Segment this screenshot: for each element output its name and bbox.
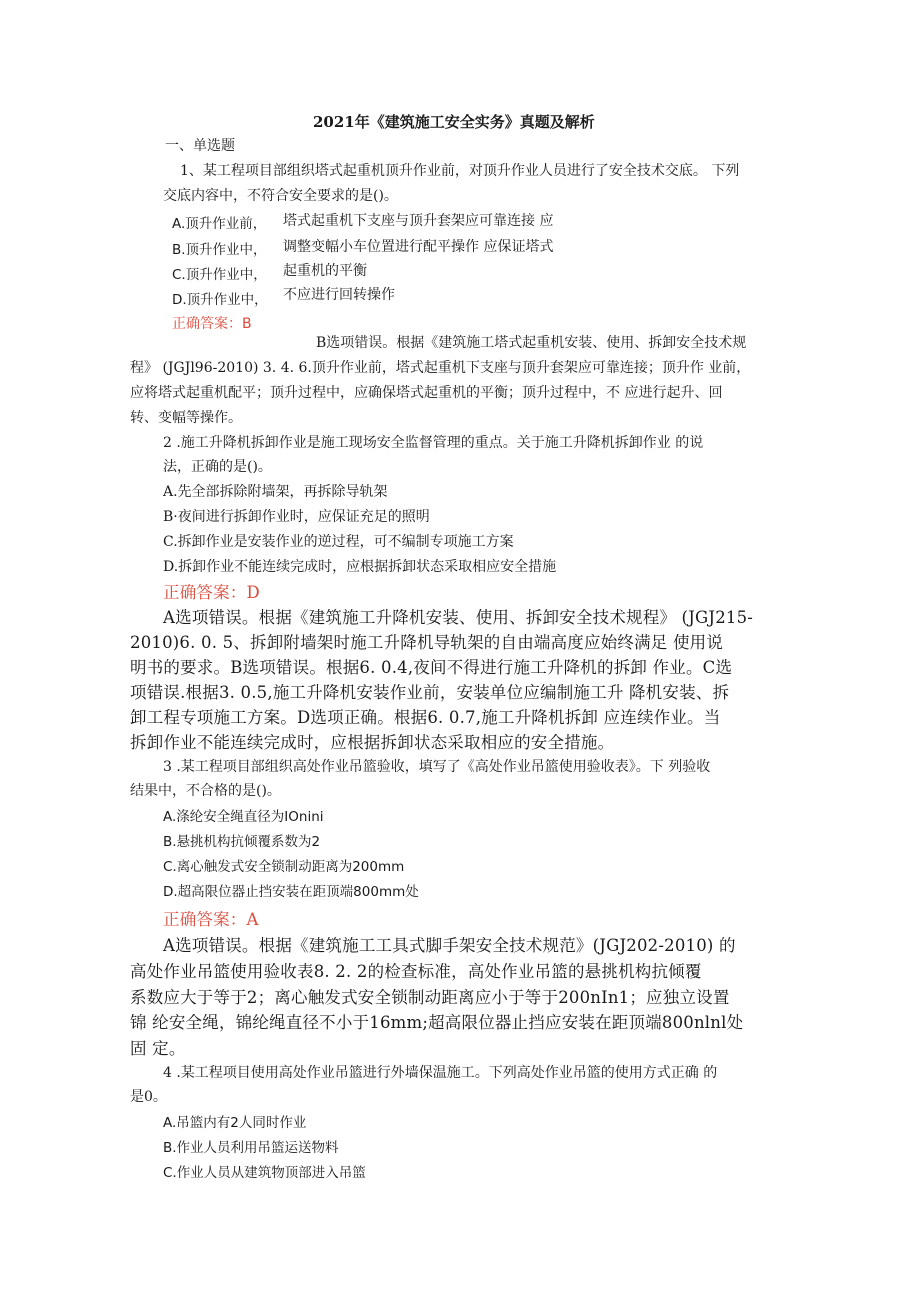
q1-stem-line1: 1、某工程项目部组织塔式起重机顶升作业前，对顶升作业人员进行了安全技术交底。 下列 xyxy=(180,163,740,179)
q2-option-c: C.拆卸作业是安装作业的逆过程，可不编制专项施工方案 xyxy=(163,534,514,550)
q4-stem-line1: 4 .某工程项目使用高处作业吊篮进行外墙保温施工。下列高处作业吊篮的使用方式正确 的 xyxy=(163,1065,718,1081)
q2-explanation-line1: A选项错误。根据《建筑施工升降机安装、使用、拆卸安全技术规程》 (JGJ215- xyxy=(163,608,754,627)
q2-explanation-line3: 明书的要求。B选项错误。根据6. 0.4,夜间不得进行施工升降机的拆卸 作业。C选 xyxy=(130,658,733,677)
q4-stem-line2: 是0。 xyxy=(130,1089,167,1105)
q2-option-d: D.拆卸作业不能连续完成时，应根据拆卸状态采取相应安全措施 xyxy=(163,559,557,575)
q1-option-b: B.顶升作业中， xyxy=(172,242,267,258)
q3-explanation-line1: A选项错误。根据《建筑施工工具式脚手架安全技术规范》(JGJ202-2010) 的 xyxy=(163,936,736,955)
q1-option-text-col2: 调整变幅小车位置进行配平操作 应保证塔式 xyxy=(283,239,554,255)
q2-option-a: A.先全部拆除附墙架，再拆除导轨架 xyxy=(163,484,388,500)
q3-explanation-line4: 锦 纶安全绳，锦纶绳直径不小于16mm;超高限位器止挡应安装在距顶端800nlnl处 xyxy=(130,1013,744,1032)
q4-option-b: B.作业人员利用吊篮运送物料 xyxy=(163,1140,339,1156)
q1-option-text-col1: 塔式起重机下支座与顶升套架应可靠连接 应 xyxy=(283,213,554,229)
q3-explanation-line3: 系数应大于等于2；离心触发式安全锁制动距离应小于等于200nIn1；应独立设置 xyxy=(130,988,730,1007)
q3-answer: 正确答案：A xyxy=(163,910,259,929)
q2-stem-line2: 法，正确的是()。 xyxy=(163,459,272,475)
q2-explanation-line5: 卸工程专项施工方案。D选项正确。根据6. 0.7,施工升降机拆卸 应连续作业。当 xyxy=(130,708,721,727)
q1-explanation-line1: B选项错误。根据《建筑施工塔式起重机安装、使用、拆卸安全技术规 xyxy=(316,335,747,351)
q1-stem-line2: 交底内容中，不符合安全要求的是()。 xyxy=(163,188,398,204)
q3-stem-line2: 结果中，不合格的是()。 xyxy=(130,783,281,799)
q4-option-c: C.作业人员从建筑物顶部进入吊篮 xyxy=(163,1165,366,1181)
q1-option-a: A.顶升作业前， xyxy=(172,216,267,232)
q3-option-c: C.离心触发式安全锁制动距离为200mm xyxy=(163,859,405,875)
q2-stem-line1: 2 .施工升降机拆卸作业是施工现场安全监督管理的重点。关于施工升降机拆卸作业 的说 xyxy=(163,435,704,451)
q3-option-a: A.涤纶安全绳直径为IOnini xyxy=(163,809,324,825)
document-title: 2021年《建筑施工安全实务》真题及解析 xyxy=(313,113,595,131)
q1-explanation-line2: 程》 (JGJl96-2010) 3. 4. 6.顶升作业前，塔式起重机下支座与顶升套架应可靠连接；顶升作 业前， xyxy=(130,360,751,376)
q1-explanation-line4: 转、变幅等操作。 xyxy=(130,410,242,426)
q4-option-a: A.吊篮内有2人同时作业 xyxy=(163,1115,307,1131)
q1-option-c: C.顶升作业中， xyxy=(172,267,267,283)
q2-option-b: B·夜间进行拆卸作业时，应保证充足的照明 xyxy=(163,509,430,525)
q2-explanation-line4: 项错误.根据3. 0.5,施工升降机安装作业前，安装单位应编制施工升 降机安装、拆 xyxy=(130,683,730,702)
q1-option-d: D.顶升作业中， xyxy=(172,292,268,308)
section-heading: 一、单选题 xyxy=(165,138,235,154)
q1-answer: 正确答案：B xyxy=(172,316,252,332)
q1-explanation-line3: 应将塔式起重机配平；顶升过程中，应确保塔式起重机的平衡；顶升过程中，不 应进行起升、回 xyxy=(130,385,723,401)
q2-explanation-line6: 拆卸作业不能连续完成时，应根据拆卸状态采取相应的安全措施。 xyxy=(130,733,615,752)
q3-option-d: D.超高限位器止挡安装在距顶端800mm处 xyxy=(163,884,419,900)
q3-explanation-line2: 高处作业吊篮使用验收表8. 2. 2的检查标准，高处作业吊篮的悬挑机构抗倾覆 xyxy=(130,962,702,981)
q1-option-text-col3: 起重机的平衡 xyxy=(283,263,367,279)
q2-answer: 正确答案：D xyxy=(163,583,260,602)
q2-explanation-line2: 2010)6. 0. 5、拆卸附墙架时施工升降机导轨架的自由端高度应始终满足 使用说 xyxy=(130,633,724,652)
q3-stem-line1: 3 .某工程项目部组织高处作业吊篮验收，填写了《高处作业吊篮使用验收表》。下 列验收 xyxy=(163,759,711,775)
q3-option-b: B.悬挑机构抗倾覆系数为2 xyxy=(163,834,321,850)
q3-explanation-line5: 固 定。 xyxy=(130,1039,186,1058)
q1-option-text-col4: 不应进行回转操作 xyxy=(283,287,395,303)
